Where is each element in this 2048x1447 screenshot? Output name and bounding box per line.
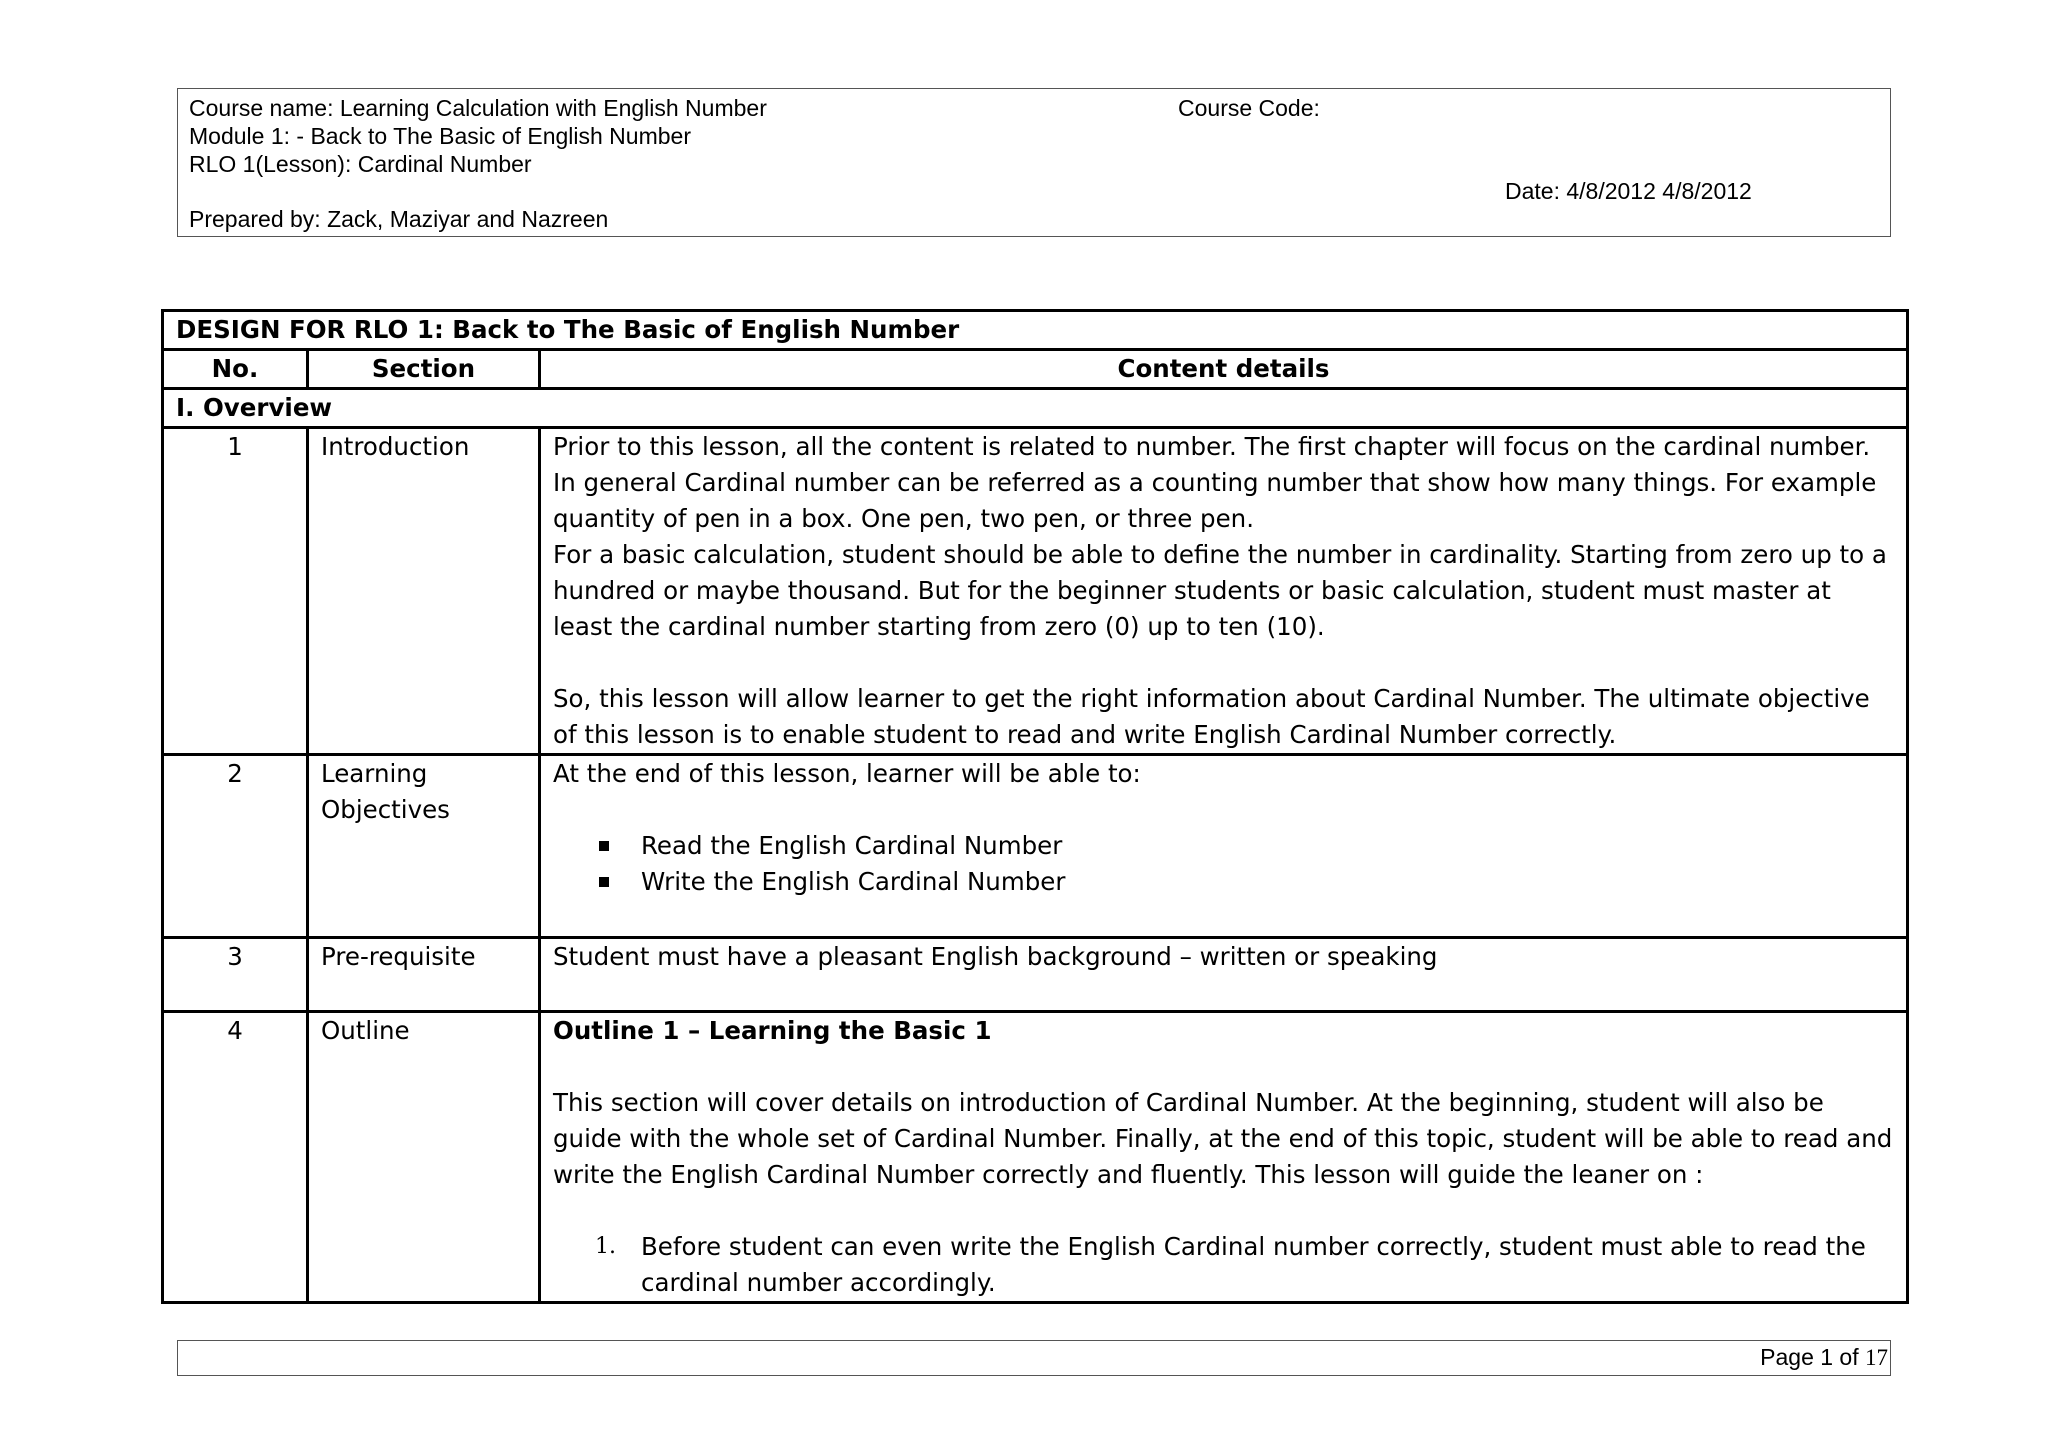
row-content: [540, 755, 1908, 938]
module-name: Module 1: - Back to The Basic of English Number: [189, 123, 691, 149]
row-section: Pre-requisite: [308, 938, 540, 1012]
content-paragraph: For a basic calculation, student should be able to define the number in cardinality. Starting from zero up to a hundred or maybe thousand. But for the beginner students or basic calculation, student must master at least the cardinal number starting from zero (0) up to ten (10).: [553, 540, 1887, 641]
row-section: Outline: [308, 1012, 540, 1303]
list-item: [595, 1229, 1894, 1301]
table-row: [163, 755, 1908, 938]
row-section: Introduction: [308, 428, 540, 755]
col-header-no: No.: [163, 350, 308, 389]
table-row: [163, 428, 1908, 755]
course-code: Course Code:: [1178, 95, 1320, 121]
table-row: [163, 1012, 1908, 1303]
table-title: DESIGN FOR RLO 1: Back to The Basic of English Number: [163, 311, 1908, 350]
content-paragraph: Prior to this lesson, all the content is related to number. The first chapter will focus on the cardinal number. In general Cardinal number can be referred as a counting number that show how many things. For example quantity of pen in a box. One pen, two pen, or three pen.: [553, 432, 1877, 533]
content-paragraph: At the end of this lesson, learner will be able to:: [553, 759, 1141, 788]
table-row: [163, 938, 1908, 1012]
row-content: [540, 1012, 1908, 1303]
outline-heading: Outline 1 – Learning the Basic 1: [553, 1016, 992, 1045]
date-text: Date: 4/8/2012 4/8/2012: [1505, 178, 1752, 204]
section-row: [163, 389, 1908, 428]
page-label: Page 1 of: [1760, 1344, 1865, 1370]
list-item: Read the English Cardinal Number: [641, 828, 1894, 864]
row-section: Learning Objectives: [308, 755, 540, 938]
rlo-name: RLO 1(Lesson): Cardinal Number: [189, 151, 532, 177]
design-table: [161, 309, 1909, 1304]
list-item-number: 1.: [595, 1234, 616, 1259]
col-header-content: Content details: [540, 350, 1908, 389]
prepared-by: Prepared by: Zack, Maziyar and Nazreen: [189, 206, 609, 232]
row-number: 3: [163, 938, 308, 1012]
page-total: 17: [1865, 1345, 1888, 1370]
content-paragraph: So, this lesson will allow learner to get the right information about Cardinal Number. The ultimate objective of this lesson is to enable student to read and write English Cardinal Number correctly.: [553, 684, 1870, 749]
section-title: I. Overview: [163, 389, 1908, 428]
content-paragraph: This section will cover details on introduction of Cardinal Number. At the beginning, student will also be guide with the whole set of Cardinal Number. Finally, at the end of this topic, student will be able to read and write the English Cardinal Number correctly and fluently. This lesson will guide the leaner on :: [553, 1088, 1893, 1189]
row-number: 2: [163, 755, 308, 938]
page-number: [1760, 1344, 1888, 1371]
row-number: 4: [163, 1012, 308, 1303]
row-number: 1: [163, 428, 308, 755]
page-footer: [177, 1340, 1891, 1376]
outline-list: [553, 1229, 1894, 1301]
list-item: Write the English Cardinal Number: [641, 864, 1894, 900]
table-title-row: [163, 311, 1908, 350]
table-header-row: [163, 350, 1908, 389]
course-header-box: [177, 88, 1891, 237]
col-header-section: Section: [308, 350, 540, 389]
row-content: Student must have a pleasant English background – written or speaking: [540, 938, 1908, 1012]
objectives-list: [553, 828, 1894, 900]
course-name: Course name: Learning Calculation with English Number: [189, 95, 767, 121]
row-content: [540, 428, 1908, 755]
list-item-text: Before student can even write the English Cardinal number correctly, student must able to read the cardinal number accordingly.: [641, 1232, 1866, 1297]
